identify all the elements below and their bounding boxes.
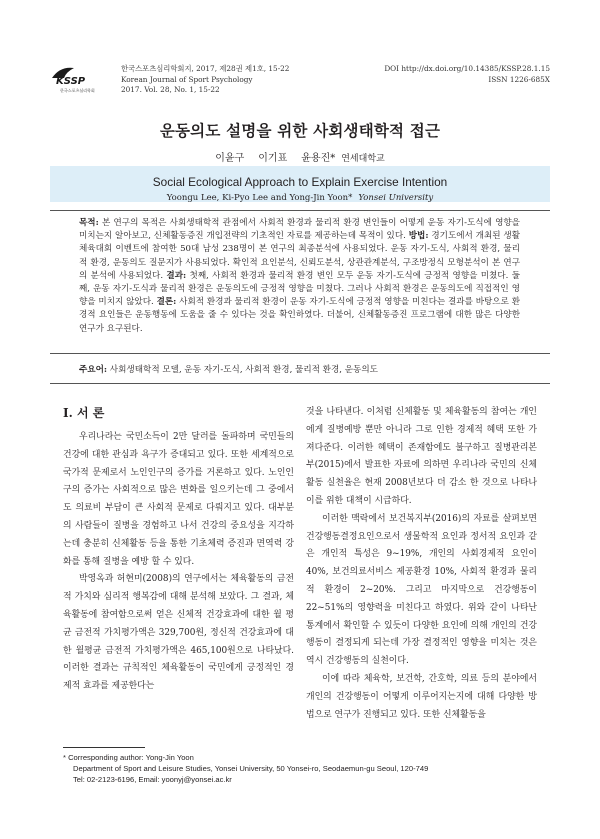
doi-link[interactable]: DOI http://dx.doi.org/10.14385/KSSP.28.1.15 bbox=[384, 64, 550, 73]
abstract-mid-rule bbox=[50, 353, 550, 354]
logo-subtext: 한국스포츠심리학회 bbox=[60, 88, 95, 93]
authors-english bbox=[0, 193, 600, 203]
paragraph: 이에 따라 체육학, 보건학, 간호학, 의료 등의 분야에서 개인의 건강행동이 어떻게 이루어지는지에 대해 다양한 방법으로 연구가 진행되고 있다. 또한 신체활동을 bbox=[306, 673, 537, 720]
result-text: 첫째, 사회적 환경과 물리적 환경 변인 모두 운동 자기-도식에 긍정적 영향을 미쳤다. 둘째, 운동 자기-도식과 물리적 환경은 운동의도에 긍정적 영향을 미쳤다. 그러나 사회적 환경은 운동의도에 직접적인 영향을 미치지 않았다. bbox=[79, 270, 520, 308]
logo-text: KSSP bbox=[56, 76, 86, 87]
affiliation-korean: 연세대학교 bbox=[341, 154, 385, 164]
abstract bbox=[79, 217, 520, 336]
purpose-label: 목적: bbox=[79, 218, 99, 228]
conclusion-text: 사회적 환경과 물리적 환경이 운동 자기-도식에 긍정적 영향을 미친다는 결과를 바탕으로 환경적 요인들은 운동행동에 도움을 줄 수 있다는 것을 확인하였다. 더불어, 신체활동증진 프로그램에 대한 많은 다양한 연구가 요구된다. bbox=[79, 297, 521, 334]
journal-ids bbox=[384, 64, 550, 85]
section-heading: I. 서 론 bbox=[63, 406, 105, 420]
title-english: Social Ecological Approach to Explain Exercise Intention bbox=[152, 175, 448, 189]
paragraph: 것을 나타낸다. 이처럼 신체활동 및 체육활동의 참여는 개인에게 질병예방 뿐만 아니라 그로 인한 경제적 혜택 또한 가져다준다. 이러한 혜택이 존재함에도 불구하고 질병관리본부(2015)에서 발표한 자료에 의하면 우리나라 국민의 신체활동 실천율은 현재 2008년보다 더 감소 한 것으로 나타나 이를 위한 대책이 시급하다. bbox=[306, 407, 537, 506]
journal-logo bbox=[50, 64, 98, 94]
result-label: 결과: bbox=[166, 270, 187, 281]
abstract-bottom-rule bbox=[50, 383, 550, 384]
title-korean: 운동의도 설명을 위한 사회생태학적 접근 bbox=[159, 122, 441, 140]
body-column-right bbox=[306, 404, 537, 724]
method-label: 방법: bbox=[408, 231, 429, 242]
author-address: Department of Sport and Leisure Studies, Yonsei University, 50 Yonsei-ro, Seodaemun-gu Seoul, 120-749 bbox=[73, 764, 429, 773]
purpose-text: 본 연구의 목적은 사회생태학적 관점에서 사회적 환경과 물리적 환경 변인들이 어떻게 운동 자기-도식에 영향을 미치는지 알아보고, 신체활동증진 개입전략의 기초적인 자료를 제공하는데 목적이 있다. bbox=[79, 218, 520, 242]
paragraph: 우리나라는 국민소득이 2만 달러를 돌파하며 국민들의 건강에 대한 관심과 욕구가 증대되고 있다. 또한 세계적으로 국가적 문제로서 노인인구의 증가를 거론하고 있다. 노인인구의 증가는 사회적으로 많은 변화를 일으키는데 그 중에서도 의료비 부담이 큰 사회적 문제로 다뤄지고 있다. 대부분의 사람들이 질병을 경험하고 나서 건강의 중요성을 지각하는데 충분히 신체활동 등을 통한 기초체력 증진과 면역력 강화를 통해 질병을 예방 할 수 있다. bbox=[63, 432, 294, 567]
journal-name-en: Korean Journal of Sport Psychology bbox=[121, 74, 253, 84]
journal-citation bbox=[121, 64, 289, 96]
paragraph: 박영옥과 허현미(2008)의 연구에서는 체육활동의 금전적 가치와 심리적 행복감에 대해 분석해 보았다. 그 결과, 체육활동에 참여함으로써 얻은 신체적 건강효과에 대한 월 평균 금전적 가치평가액은 329,700원, 정신적 건강효과에 대한 월평균 금전적 가치평가액은 465,100원으로 나타났다. 이러한 결과는 규칙적인 체육활동이 국민에게 긍정적인 경제적 효과를 제공한다는 bbox=[63, 574, 294, 692]
conclusion-label: 결론: bbox=[156, 297, 177, 308]
issn: ISSN 1226-685X bbox=[488, 74, 550, 84]
abstract-top-rule bbox=[50, 210, 550, 211]
footnote bbox=[63, 752, 428, 785]
keywords-label: 주요어: bbox=[79, 365, 108, 375]
authors-english-names: Yoongu Lee, Ki-Pyo Lee and Yong-Jin Yoon* bbox=[166, 193, 353, 203]
author-2: 이기표 bbox=[258, 153, 288, 164]
authors-korean bbox=[0, 149, 600, 164]
corresponding-author: * Corresponding author: Yong-Jin Yoon bbox=[63, 753, 194, 762]
author-1: 이윤구 bbox=[215, 153, 245, 164]
abstract-text bbox=[79, 217, 520, 336]
paragraph: 이러한 맥락에서 보건복지부(2016)의 자료를 살펴보면 건강행동결정요인으로서 생물학적 요인과 정서적 요인과 같은 개인적 특성은 9~19%, 개인의 사회경제적 요인이 40%, 보건의료서비스 제공환경 10%, 사회적 환경과 물리적 환경이 2~20%. 그리고 마지막으로 건강행동이 22~51%의 영향력을 미친다고 하였다. 위와 같이 나타난 통계에서 확인할 수 있듯이 다양한 요인에 의해 개인의 건강행동이 결정되게 되는데 가장 결정적인 영향을 미치는 것은 역시 건강행동의 실천이다. bbox=[306, 513, 537, 667]
journal-volume: 2017. Vol. 28, No. 1, 15-22 bbox=[121, 85, 220, 95]
keywords bbox=[79, 364, 520, 377]
method-text: 경기도에서 개최된 생활체육대회 이벤트에 참여한 50대 남성 238명이 본 연구의 최종분석에 사용되었다. 운동 자기-도식, 사회적 환경, 물리적 환경, 운동의도 질문지가 사용되었다. 확인적 요인분석, 신뢰도분석, 상관관계분석, 구조방정식 모형분석이 본 연구의 분석에 사용되었다. bbox=[79, 231, 520, 281]
keywords-text: 사회생태학적 모델, 운동 자기-도식, 사회적 환경, 물리적 환경, 운동의도 bbox=[107, 365, 378, 375]
journal-name-ko: 한국스포츠심리학회지, 2017, 제28권 제1호, 15-22 bbox=[121, 64, 290, 73]
author-3: 윤용진* bbox=[301, 153, 336, 164]
author-contact: Tel: 02-2123-6196, Email: yoonyj@yonsei.ac.kr bbox=[73, 775, 232, 784]
footnote-rule bbox=[63, 747, 145, 748]
body-column-left bbox=[63, 429, 294, 696]
affiliation-english: Yonsei University bbox=[358, 193, 434, 203]
